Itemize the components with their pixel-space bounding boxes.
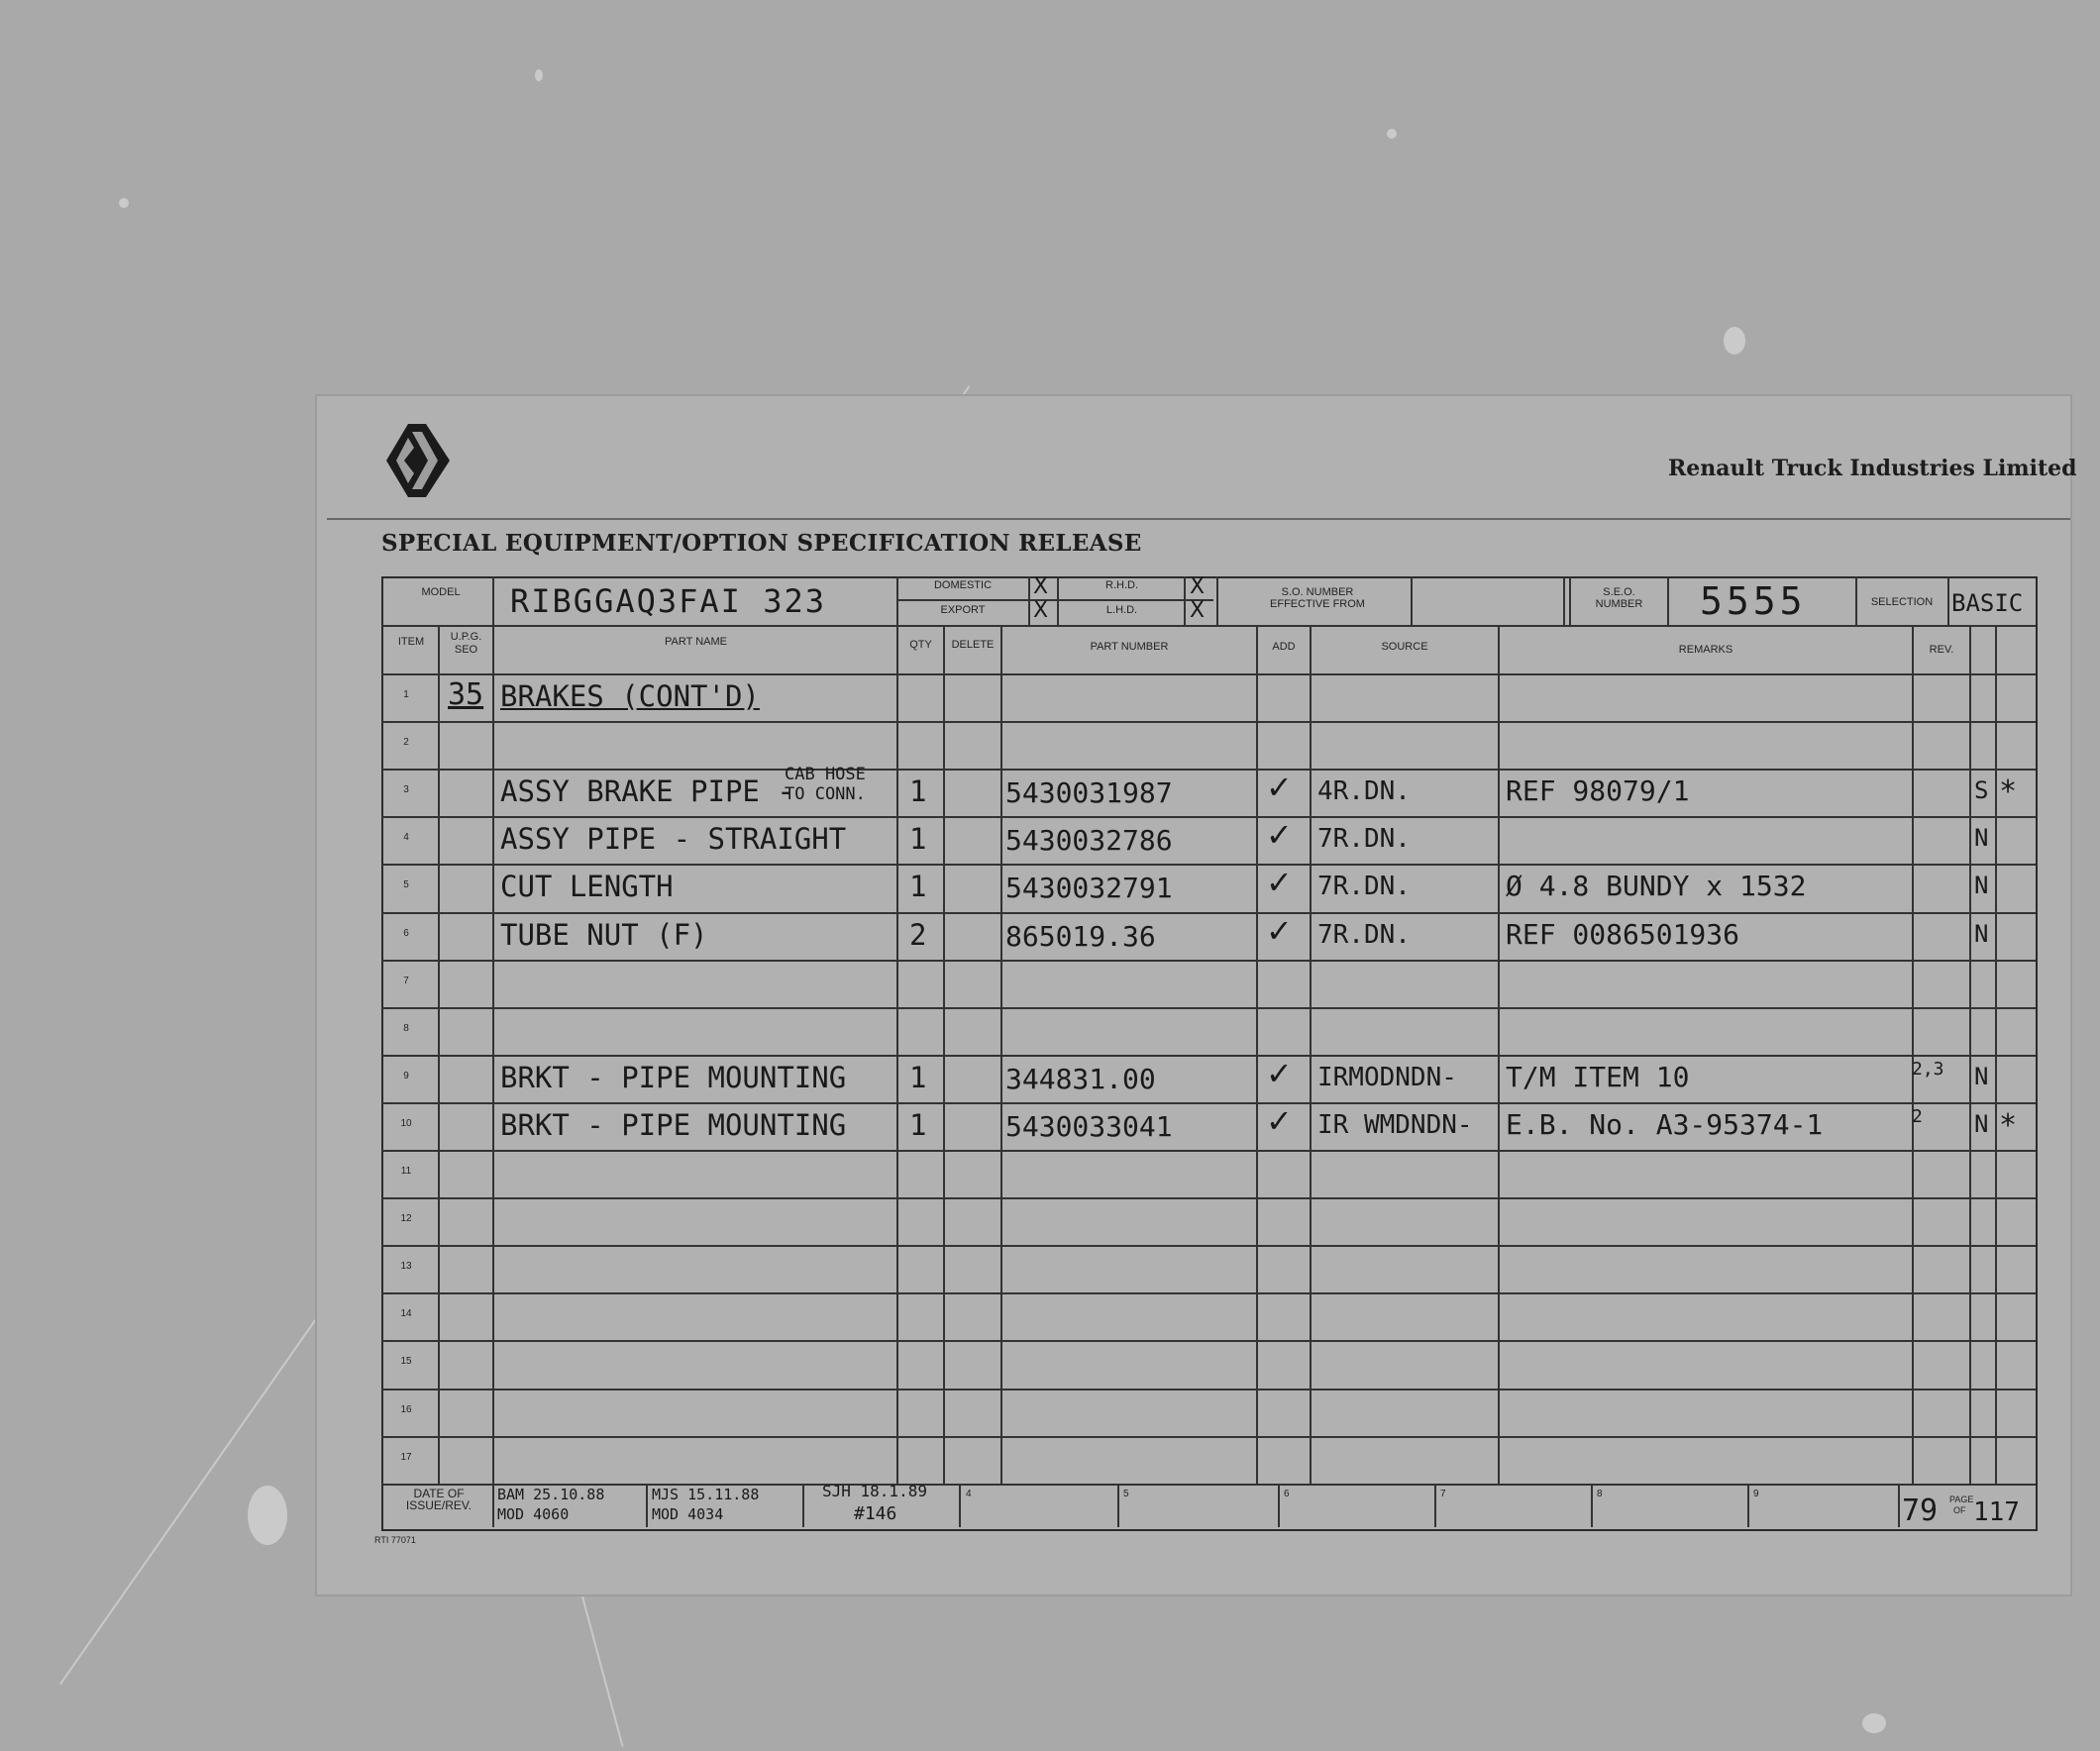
qty-value: 1 (909, 822, 927, 856)
row-rule (381, 1436, 2036, 1438)
item-number: 16 (400, 1404, 412, 1415)
part-name: TUBE NUT (F) (500, 918, 708, 952)
issue-slot-5: 5 (1123, 1489, 1129, 1499)
item-number: 17 (400, 1452, 412, 1463)
issue-slot-9: 9 (1753, 1489, 1759, 1499)
col-seo: SEO (454, 644, 478, 656)
item-number: 4 (403, 832, 409, 843)
issue-3-date: SJH 18.1.89 (822, 1482, 927, 1500)
qty-value: 1 (909, 870, 927, 903)
part-name: CUT LENGTH (500, 870, 674, 903)
flag-mark: * (1999, 774, 2018, 809)
seo-number-value: 5555 (1700, 579, 1807, 623)
lhd-label: L.H.D. (1105, 604, 1138, 616)
item-number: 5 (403, 879, 409, 890)
selection-label: SELECTION (1870, 596, 1934, 608)
col-rule (1563, 576, 1565, 626)
part-name: ASSY BRAKE PIPE - (500, 774, 794, 808)
qty-value: 1 (909, 774, 927, 808)
col-rule (1057, 576, 1059, 626)
item-number: 8 (403, 1023, 409, 1034)
issue-1-date: BAM 25.10.88 (497, 1486, 605, 1503)
part-name: ASSY PIPE - STRAIGHT (500, 822, 847, 856)
part-number-value: 5430033041 (1005, 1110, 1173, 1143)
rev-value: 2 (1912, 1106, 1923, 1127)
footer-rule (646, 1484, 648, 1527)
part-number-value: 865019.36 (1005, 920, 1156, 953)
issue-slot-7: 7 (1440, 1489, 1446, 1499)
domestic-label: DOMESTIC (933, 579, 993, 591)
qty-value: 1 (909, 1108, 927, 1142)
col-part-number: PART NUMBER (1090, 641, 1169, 653)
source-value: 7R.DN. (1317, 824, 1411, 854)
row-rule (381, 1150, 2036, 1152)
col-rule (1569, 576, 1571, 626)
item-number: 13 (400, 1261, 412, 1272)
flag-mark: * (1999, 1108, 2018, 1143)
item-number: 2 (403, 737, 409, 748)
source-value: 4R.DN. (1317, 776, 1411, 806)
sf-value: N (1974, 872, 1989, 899)
upg-seo-value: 35 (448, 677, 484, 712)
remarks-value: REF 98079/1 (1506, 774, 1690, 807)
col-rule (896, 576, 898, 626)
row-rule (381, 721, 2036, 723)
add-check: ✓ (1266, 816, 1293, 854)
col-rev: REV. (1929, 644, 1954, 656)
footer-rule (1434, 1484, 1436, 1527)
col-remarks: REMARKS (1678, 644, 1733, 656)
row-rule (381, 1389, 2036, 1390)
item-number: 14 (400, 1308, 412, 1319)
item-number: 6 (403, 928, 409, 939)
date-of-issue-label: DATE OF (413, 1487, 465, 1500)
remarks-value: E.B. No. A3-95374-1 (1506, 1108, 1824, 1141)
col-item: ITEM (397, 636, 425, 648)
export-mark: X (1033, 598, 1049, 623)
remarks-value: T/M ITEM 10 (1506, 1061, 1690, 1093)
form-code: RTI 77071 (374, 1535, 416, 1545)
footer-rule (1747, 1484, 1749, 1527)
col-delete: DELETE (951, 639, 995, 651)
source-value: 7R.DN. (1317, 920, 1411, 950)
qty-value: 2 (909, 918, 927, 952)
col-source: SOURCE (1381, 641, 1428, 653)
col-rule (1947, 576, 1949, 626)
issue-slot-8: 8 (1597, 1489, 1603, 1499)
issue-slot-4: 4 (966, 1489, 972, 1499)
so-effective-label: EFFECTIVE FROM (1270, 598, 1365, 610)
row-rule (381, 816, 2036, 818)
issue-3-mod: #146 (854, 1503, 897, 1524)
company-name: Renault Truck Industries Limited (1668, 456, 2077, 481)
row-rule (381, 769, 2036, 771)
row-rule (381, 1245, 2036, 1247)
row3-note-bottom: TO CONN. (785, 784, 866, 804)
col-add: ADD (1272, 641, 1296, 653)
selection-value: BASIC (1951, 589, 2024, 617)
col-qty: QTY (909, 639, 932, 651)
item-number: 3 (403, 784, 409, 795)
row-rule (381, 1055, 2036, 1057)
issue-1-mod: MOD 4060 (497, 1505, 570, 1523)
form-title: SPECIAL EQUIPMENT/OPTION SPECIFICATION RELEASE (381, 530, 1142, 557)
sf-value: N (1974, 1110, 1989, 1138)
row-rule (381, 864, 2036, 866)
add-check: ✓ (1266, 1055, 1293, 1092)
rhd-mark: X (1190, 574, 1206, 599)
model-value: RIBGGAQ3FAI 323 (510, 582, 826, 620)
item-number: 1 (403, 689, 409, 700)
col-rule (1855, 576, 1857, 626)
add-check: ✓ (1266, 864, 1293, 901)
item-number: 15 (400, 1356, 412, 1367)
item-number: 7 (403, 976, 409, 986)
col-rule (1216, 576, 1218, 626)
col-rule (1667, 576, 1669, 626)
footer-rule (1117, 1484, 1119, 1527)
page-of-label: OF (1953, 1505, 1966, 1515)
page-label: PAGE (1949, 1494, 1974, 1504)
remarks-value: Ø 4.8 BUNDY x 1532 (1506, 870, 1807, 902)
row-rule (381, 1007, 2036, 1009)
lhd-mark: X (1190, 598, 1206, 623)
col-rule (1028, 576, 1030, 626)
row-rule (381, 1340, 2036, 1342)
part-name: BRKT - PIPE MOUNTING (500, 1061, 847, 1094)
seo-label: S.E.O. (1603, 586, 1635, 598)
col-rule (1411, 576, 1413, 626)
sf-value: S (1974, 776, 1989, 804)
issue-2-mod: MOD 4034 (652, 1505, 724, 1523)
row-rule (381, 625, 2036, 627)
source-value: IRMODNDN- (1317, 1063, 1457, 1092)
add-check: ✓ (1266, 769, 1293, 806)
col-rule (492, 576, 494, 626)
seo-number-label: NUMBER (1595, 598, 1643, 610)
col-upg: U.P.G. (450, 631, 482, 643)
part-name: BRKT - PIPE MOUNTING (500, 1108, 847, 1142)
part-number-value: 5430032786 (1005, 824, 1173, 857)
model-label: MODEL (421, 586, 461, 598)
remarks-value: REF 0086501936 (1506, 918, 1740, 951)
part-number-value: 5430032791 (1005, 872, 1173, 904)
col-rule (1184, 576, 1186, 626)
footer-rule (1278, 1484, 1280, 1527)
sf-value: N (1974, 824, 1989, 852)
part-number-value: 5430031987 (1005, 776, 1173, 809)
source-value: 7R.DN. (1317, 872, 1411, 901)
col-rule (492, 625, 494, 1527)
domestic-mark: X (1033, 574, 1049, 599)
footer-rule (959, 1484, 961, 1527)
issue-slot-6: 6 (1284, 1489, 1290, 1499)
row-rule (381, 960, 2036, 962)
row-rule (381, 912, 2036, 914)
footer-rule (1591, 1484, 1593, 1527)
issue-rev-label: ISSUE/REV. (405, 1498, 472, 1512)
col-part-name: PART NAME (665, 636, 727, 648)
footer-rule (802, 1484, 804, 1527)
sf-value: N (1974, 1063, 1989, 1090)
so-number-label: S.O. NUMBER (1281, 586, 1354, 598)
row-rule (381, 1197, 2036, 1199)
item-number: 10 (400, 1118, 412, 1129)
page-total: 117 (1973, 1497, 2020, 1527)
sf-value: N (1974, 920, 1989, 948)
rev-value: 2,3 (1912, 1059, 1944, 1080)
item-number: 11 (400, 1166, 412, 1177)
export-label: EXPORT (940, 604, 986, 616)
issue-2-date: MJS 15.11.88 (652, 1486, 760, 1503)
row-rule (381, 673, 2036, 675)
source-value: IR WMDNDN- (1317, 1110, 1473, 1140)
page-number: 79 (1902, 1494, 1939, 1528)
header-rule (327, 518, 2070, 520)
qty-value: 1 (909, 1061, 927, 1094)
renault-logo-icon (386, 424, 450, 497)
row3-note-top: CAB HOSE (785, 765, 866, 784)
row-rule (381, 1102, 2036, 1104)
row-rule (381, 1484, 2036, 1486)
add-check: ✓ (1266, 1102, 1293, 1140)
footer-rule (1898, 1484, 1900, 1527)
row-rule (381, 1292, 2036, 1294)
item-number: 12 (400, 1213, 412, 1224)
item-number: 9 (403, 1071, 409, 1082)
part-number-value: 344831.00 (1005, 1063, 1156, 1095)
rhd-label: R.H.D. (1105, 579, 1138, 591)
add-check: ✓ (1266, 912, 1293, 950)
part-name: BRAKES (CONT'D) (500, 679, 760, 713)
